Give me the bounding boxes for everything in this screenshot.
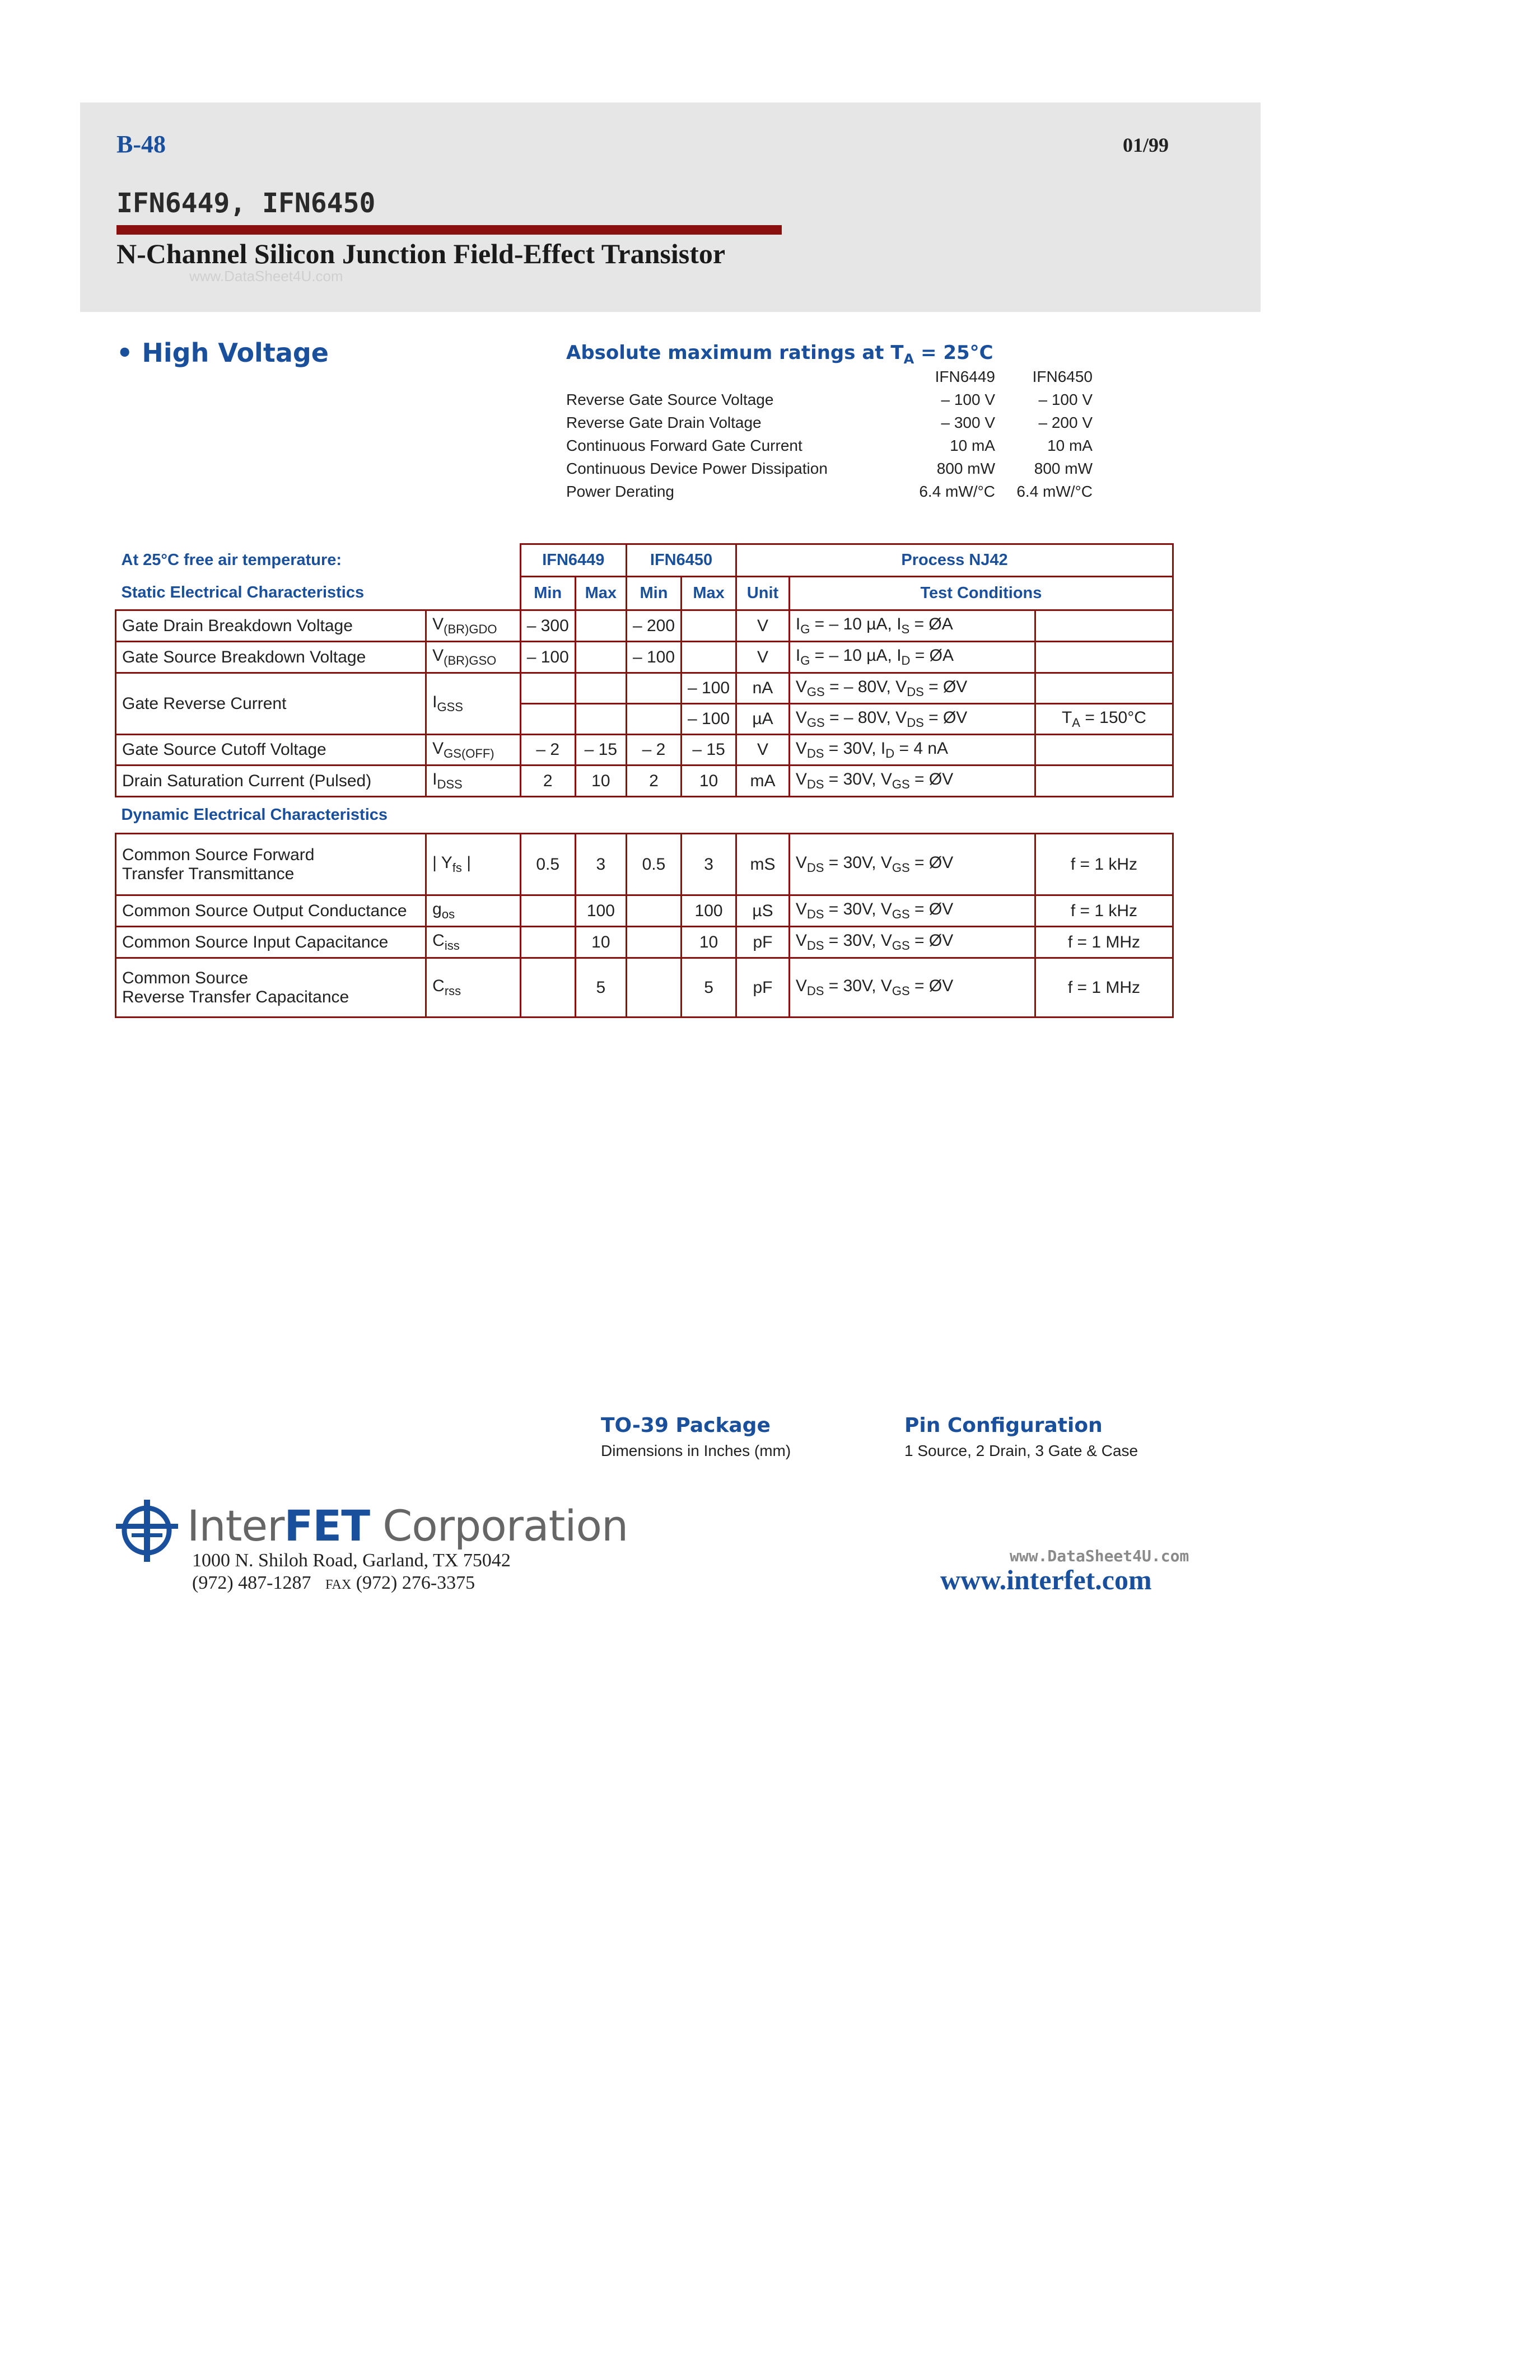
table-row: Drain Saturation Current (Pulsed) $I_{DSS}$ 2 10 2 10 mA $V_{DS} = 30V$, $V_{GS}$ = ØV xyxy=(116,766,1173,797)
abs-max-col: IFN6449 xyxy=(935,368,995,385)
watermark: www.DataSheet4U.com xyxy=(1010,1547,1189,1565)
abs-max-row: Power Derating 6.4 mW/°C 6.4 mW/°C xyxy=(566,483,1093,500)
abs-max-header xyxy=(566,365,1093,388)
pin-config-subtitle: 1 Source, 2 Drain, 3 Gate & Case xyxy=(904,1442,1138,1459)
temp-note: At 25°C free air temperature: xyxy=(121,551,342,569)
col-unit: Unit xyxy=(736,577,790,610)
col-min: Min xyxy=(626,577,681,610)
pin-config-title: Pin Configuration xyxy=(904,1414,1103,1437)
characteristics-table xyxy=(115,543,1174,1018)
company-name: InterFET Corporation xyxy=(187,1501,628,1551)
dynamic-title-row xyxy=(116,797,1173,834)
abs-max-row: Reverse Gate Source Voltage – 100 V – 100 V xyxy=(566,391,1093,408)
table-row: Gate Reverse Current $I_{GSS}$ – 100 nA $V_{GS}$ = – 80V, $V_{DS}$ = ØV xyxy=(116,673,1173,704)
page-code: B-48 xyxy=(116,130,166,158)
col-max: Max xyxy=(575,577,626,610)
table-row: Gate Source Breakdown Voltage $V_{(BR)GSO}$ – 100 – 100 V $I_G$ = – 10 µA, $I_D$ = ØA xyxy=(116,642,1173,673)
table-row: Common Source Input Capacitance $C_{iss}$ 10 10 pF $V_{DS} = 30V$, $V_{GS}$ = ØV f = 1 MHz xyxy=(116,927,1173,958)
page-title: N-Channel Silicon Junction Field-Effect Transistor xyxy=(116,238,726,269)
table-header-row xyxy=(116,544,1173,577)
revision-date: 01/99 xyxy=(1123,134,1169,156)
watermark: www.DataSheet4U.com xyxy=(189,268,343,284)
col-min: Min xyxy=(520,577,575,610)
abs-max-title: Absolute maximum ratings at $T_A = 25^\circ C$ xyxy=(566,342,993,367)
package-title: TO-39 Package xyxy=(601,1414,771,1437)
table-row: Common Source Reverse Transfer Capacitance $C_{rss}$ 5 5 pF $V_{DS} = 30V$, $V_{GS}$ = ØV f = 1 MHz xyxy=(116,958,1173,1018)
process-label: Process NJ42 xyxy=(736,544,1173,577)
col-ifn6449: IFN6449 xyxy=(520,544,626,577)
table-row: Gate Drain Breakdown Voltage $V_{(BR)GDO}$ – 300 – 200 V $I_G$ = – 10 µA, $I_S$ = ØA xyxy=(116,610,1173,642)
table-row: Gate Source Cutoff Voltage $V_{GS(OFF)}$ – 2 – 15 – 2 – 15 V $V_{DS} = 30V$, $I_D = 4$ nA xyxy=(116,735,1173,766)
table-row: Common Source Forward Transfer Transmittance | $Y_{fs}$ | 0.5 3 0.5 3 mS $V_{DS} = 30V$, $V_{GS}$ = ØV f = 1 kHz xyxy=(116,834,1173,895)
col-test-conditions: Test Conditions xyxy=(789,577,1173,610)
table-subheader-row xyxy=(116,577,1173,610)
title-rule xyxy=(116,225,782,235)
company-phone: (972) 487-1287 FAX (972) 276-3375 xyxy=(192,1572,475,1593)
dynamic-title: Dynamic Electrical Characteristics xyxy=(116,797,1173,834)
table-row: – 100 µA $V_{GS}$ = – 80V, $V_{DS}$ = ØV $T_A = 150^\circ C$ xyxy=(116,704,1173,735)
abs-max-row: Reverse Gate Drain Voltage – 300 V – 200 V xyxy=(566,414,1093,431)
abs-max-col: IFN6450 xyxy=(1032,368,1093,385)
abs-max-row: Continuous Device Power Dissipation 800 mW 800 mW xyxy=(566,460,1093,477)
interfet-logo-icon xyxy=(115,1499,179,1563)
col-ifn6450: IFN6450 xyxy=(626,544,736,577)
website-link[interactable]: www.interfet.com xyxy=(940,1564,1152,1595)
feature-item: • High Voltage xyxy=(116,338,329,368)
table-row: Common Source Output Conductance $g_{os}$ 100 100 µS $V_{DS} = 30V$, $V_{GS}$ = ØV f = 1 kHz xyxy=(116,895,1173,927)
company-address: 1000 N. Shiloh Road, Garland, TX 75042 xyxy=(192,1550,511,1571)
static-title: Static Electrical Characteristics xyxy=(121,584,365,602)
abs-max-table xyxy=(566,365,1093,503)
package-subtitle: Dimensions in Inches (mm) xyxy=(601,1442,791,1459)
col-max: Max xyxy=(682,577,736,610)
part-numbers: IFN6449, IFN6450 xyxy=(116,188,376,219)
abs-max-row: Continuous Forward Gate Current 10 mA 10 mA xyxy=(566,437,1093,454)
